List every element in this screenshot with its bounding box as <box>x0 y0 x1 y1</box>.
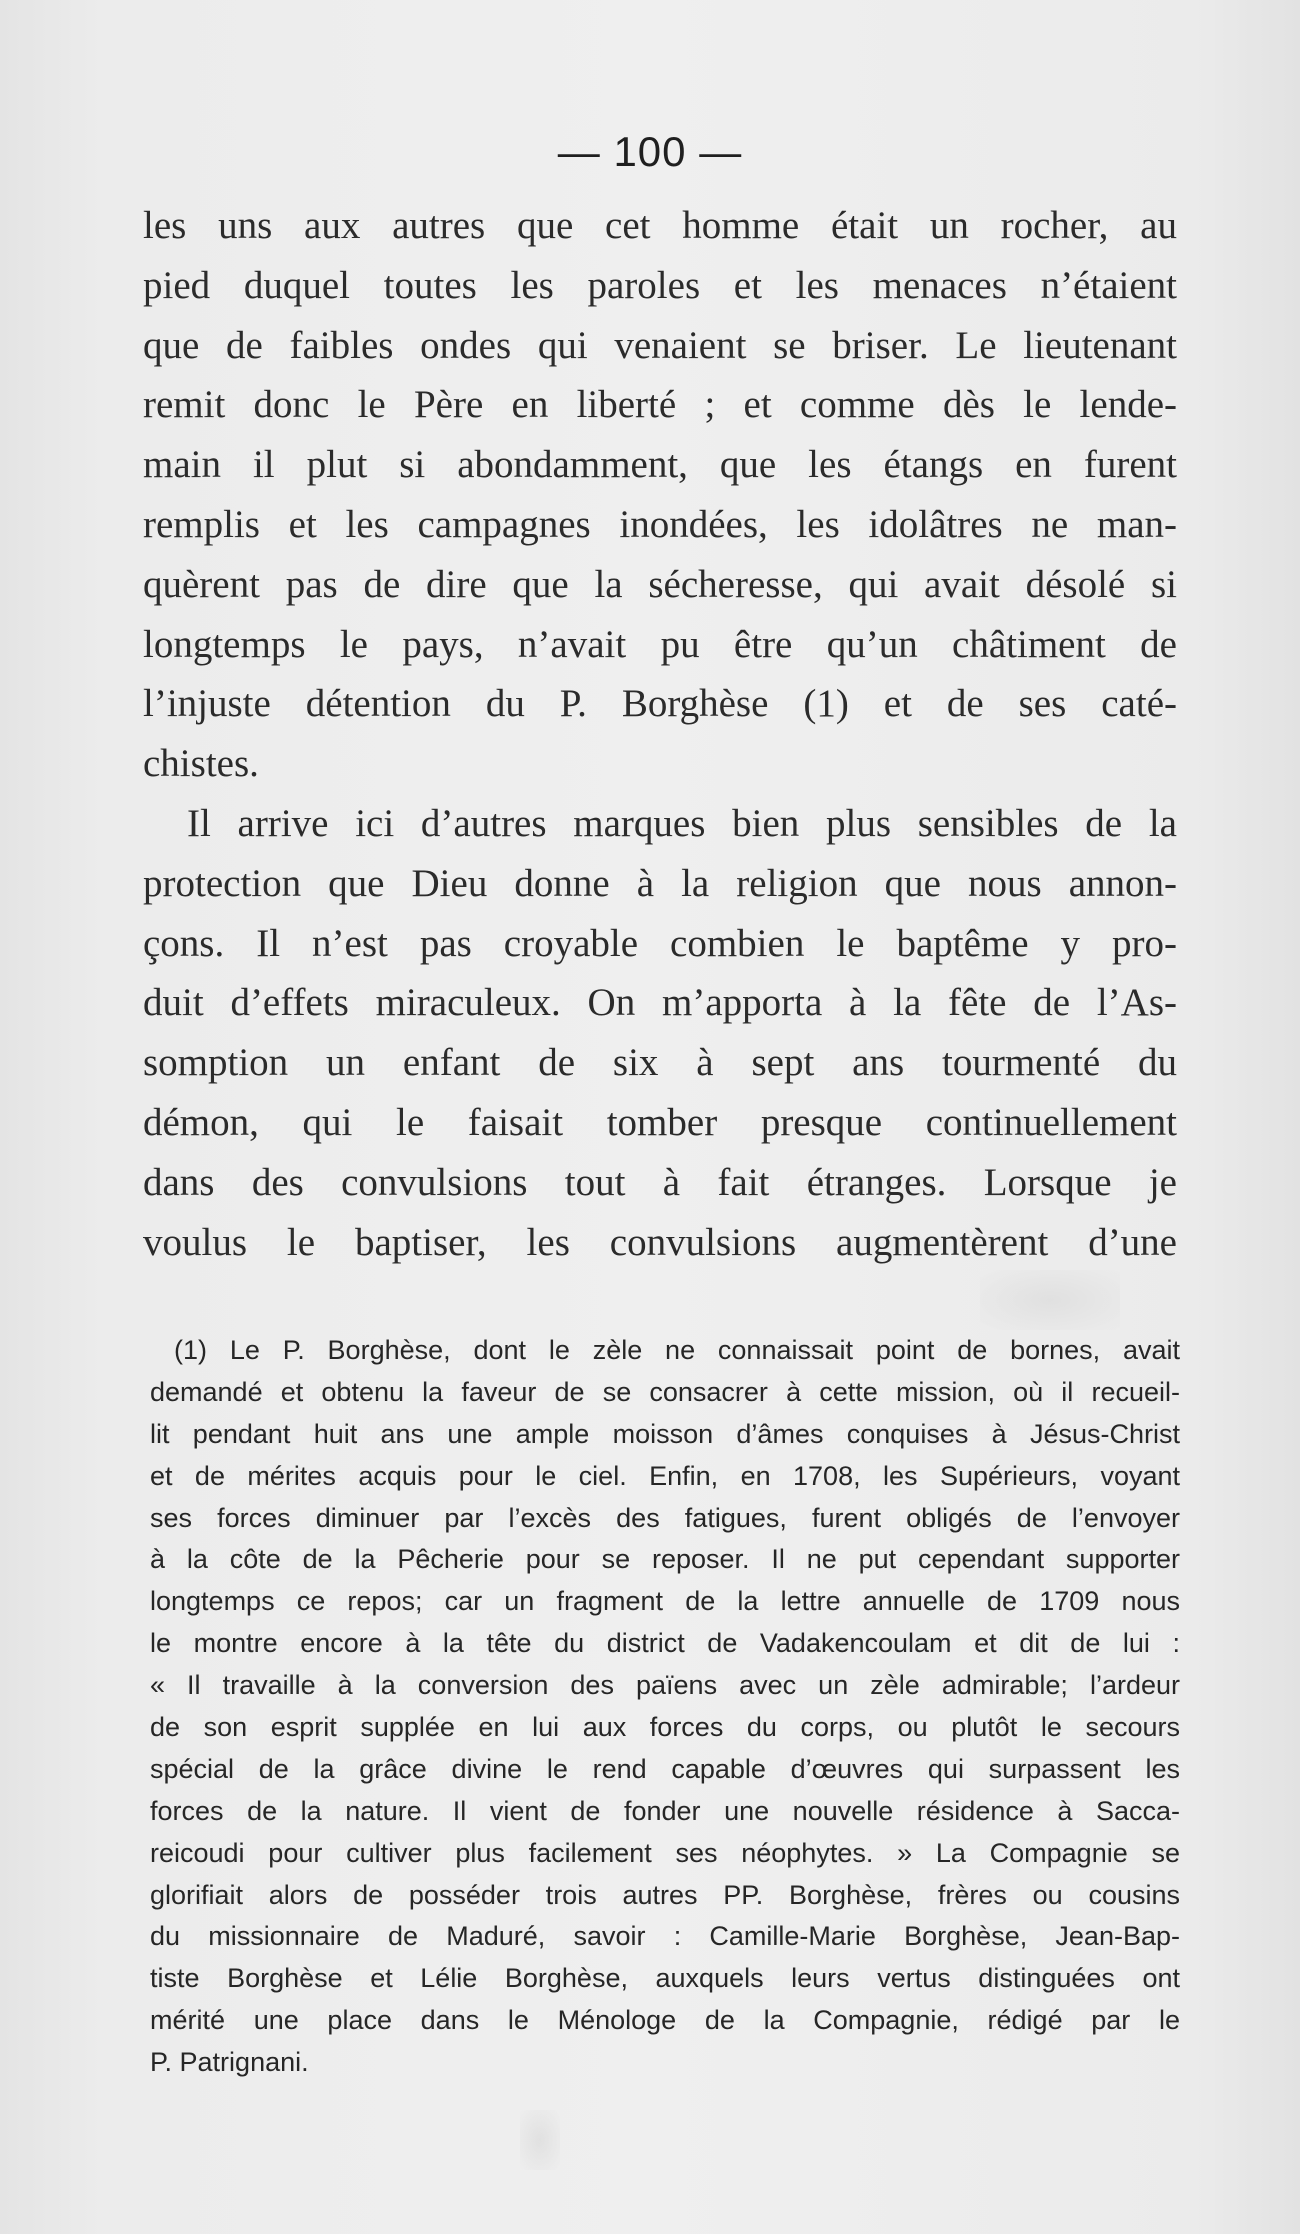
text-line: protection que Dieu donne à la religion que nous annon- <box>143 861 1177 905</box>
text-line: çons. Il n’est pas croyable combien le baptême y pro- <box>143 921 1177 965</box>
footnote-line: le montre encore à la tête du district de Vadakencoulam et dit de lui : <box>150 1628 1180 1659</box>
text-line: remit donc le Père en liberté ; et comme dès le lende- <box>143 383 1177 427</box>
paper-stain <box>520 2110 560 2170</box>
text-line: que de faibles ondes qui venaient se briser. Le lieutenant <box>143 323 1177 367</box>
footnote-line: longtemps ce repos; car un fragment de la lettre annuelle de 1709 nous <box>150 1586 1180 1617</box>
text-line: l’injuste détention du P. Borghèse (1) et de ses caté- <box>143 682 1177 726</box>
text-line: duit d’effets miraculeux. On m’apporta à la fête de l’As- <box>143 981 1177 1025</box>
text-line: remplis et les campagnes inondées, les idolâtres ne man- <box>143 502 1177 546</box>
footnote-line: spécial de la grâce divine le rend capable d’œuvres qui surpassent les <box>150 1753 1180 1784</box>
text-line: quèrent pas de dire que la sécheresse, qui avait désolé si <box>143 562 1177 606</box>
footnote-line: ses forces diminuer par l’excès des fatigues, furent obligés de l’envoyer <box>150 1502 1180 1533</box>
footnote-block <box>150 1330 1180 2084</box>
footnote-line: de son esprit supplée en lui aux forces du corps, ou plutôt le secours <box>150 1712 1180 1743</box>
footnote-line: (1) Le P. Borghèse, dont le zèle ne connaissait point de bornes, avait <box>174 1335 1180 1365</box>
text-line: somption un enfant de six à sept ans tourmenté du <box>143 1041 1177 1085</box>
footnote-line: du missionnaire de Maduré, savoir : Camille-Marie Borghèse, Jean-Bap- <box>150 1921 1180 1952</box>
text-line: longtemps le pays, n’avait pu être qu’un châtiment de <box>143 622 1177 666</box>
text-line: chistes. <box>143 742 259 786</box>
text-line: démon, qui le faisait tomber presque continuellement <box>143 1100 1177 1144</box>
footnote-line: mérité une place dans le Ménologe de la Compagnie, rédigé par le <box>150 2005 1180 2036</box>
text-line: pied duquel toutes les paroles et les menaces n’étaient <box>143 263 1177 307</box>
footnote-line: lit pendant huit ans une ample moisson d’âmes conquises à Jésus-Christ <box>150 1418 1180 1449</box>
footnote-line: et de mérites acquis pour le ciel. Enfin, en 1708, les Supérieurs, voyant <box>150 1460 1180 1491</box>
page-number: — 100 — <box>557 128 743 175</box>
text-line: voulus le baptiser, les convulsions augmentèrent d’une <box>143 1220 1177 1264</box>
text-line: les uns aux autres que cet homme était un rocher, au <box>143 204 1177 247</box>
text-line: dans des convulsions tout à fait étranges. Lorsque je <box>143 1160 1177 1204</box>
footnote-line: P. Patrignani. <box>150 2047 309 2078</box>
text-line: Il arrive ici d’autres marques bien plus sensibles de la <box>187 801 1177 845</box>
footnote-line: reicoudi pour cultiver plus facilement ses néophytes. » La Compagnie se <box>150 1837 1180 1868</box>
main-text-block <box>143 196 1177 1272</box>
footnote-line: « Il travaille à la conversion des païens avec un zèle admirable; l’ardeur <box>150 1670 1180 1701</box>
paper-stain <box>980 1270 1120 1330</box>
text-line: main il plut si abondamment, que les étangs en furent <box>143 443 1177 487</box>
footnote-line: forces de la nature. Il vient de fonder une nouvelle résidence à Sacca- <box>150 1795 1180 1826</box>
footnote-line: demandé et obtenu la faveur de se consacrer à cette mission, où il recueil- <box>150 1376 1180 1407</box>
footnote-line: tiste Borghèse et Lélie Borghèse, auxquels leurs vertus distinguées ont <box>150 1963 1180 1994</box>
footnote-line: glorifiait alors de posséder trois autres PP. Borghèse, frères ou cousins <box>150 1879 1180 1910</box>
footnote-line: à la côte de la Pêcherie pour se reposer. Il ne put cependant supporter <box>150 1544 1180 1575</box>
